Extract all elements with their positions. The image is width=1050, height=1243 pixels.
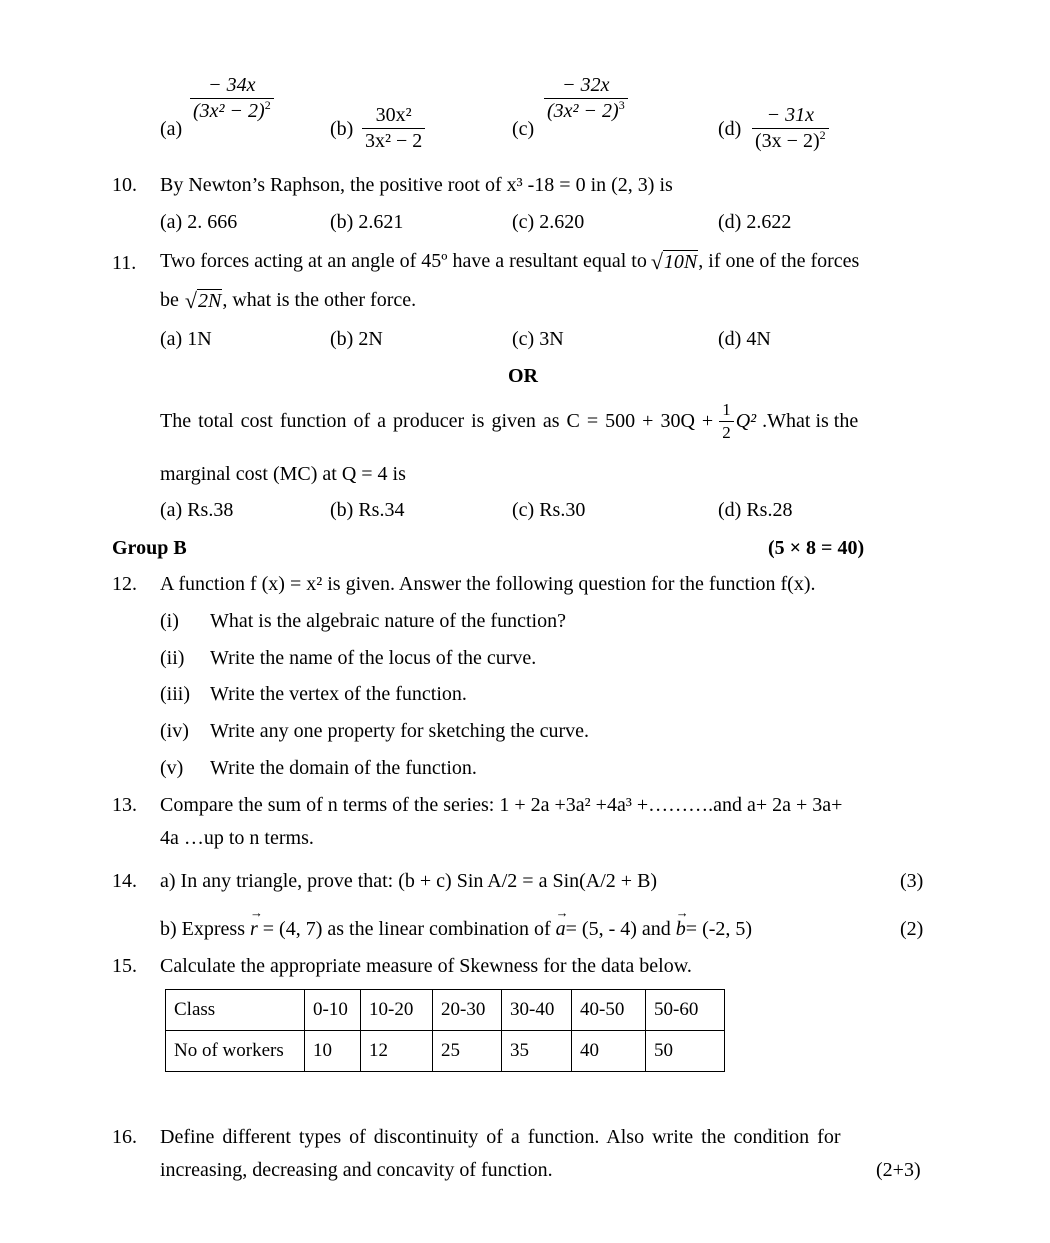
- q16-line2: increasing, decreasing and concavity of function.: [160, 1159, 553, 1181]
- q9-option-d: [752, 104, 829, 153]
- sqrt-sign-icon: √: [184, 288, 197, 313]
- table-cell: 25: [433, 1031, 502, 1072]
- q11-alt-frac-num: 1: [722, 400, 731, 419]
- q9-option-b-label: (b): [330, 118, 354, 140]
- q11-alt-line1: [160, 400, 858, 443]
- group-b-marks: (5 × 8 = 40): [768, 537, 865, 559]
- q12-part-text: Write any one property for sketching the curve.: [210, 720, 590, 742]
- q10-option-c: (c) 2.620: [512, 211, 585, 233]
- q11-sqrt1-value: [663, 250, 698, 273]
- q11-option-c: (c) 3N: [512, 328, 564, 350]
- q14-part-a-marks: (3): [900, 870, 924, 892]
- table-cell: 0-10: [305, 990, 361, 1031]
- q11-line2-before: be: [160, 289, 179, 311]
- q12-part-text: Write the domain of the function.: [210, 757, 477, 779]
- q9-option-d-numerator: − 31x: [766, 104, 814, 126]
- q11-sqrt2-value: [197, 289, 222, 312]
- q9-option-b-denominator: 3x² − 2: [362, 128, 425, 153]
- q10-text: By Newton’s Raphson, the positive root of x³ -18 = 0 in (2, 3) is: [160, 174, 673, 196]
- q11-sqrt2-text: 2N: [197, 290, 222, 312]
- q9-option-a-denominator: [190, 98, 274, 123]
- table-row: [166, 990, 725, 1031]
- q11-alt-q-squared: Q²: [735, 410, 757, 432]
- q14-b-mid1: = (4, 7) as the linear combination of: [262, 918, 551, 940]
- q13-line1: Compare the sum of n terms of the series: 1 + 2a +3a² +4a³ +……….and a+ 2a + 3a+: [160, 794, 843, 816]
- q11-sqrt2: [185, 289, 222, 312]
- vector-a: → a: [556, 918, 566, 941]
- q11-text-before: Two forces acting at an angle of 45º have a resultant equal to: [160, 250, 647, 272]
- q10-option-d: (d) 2.622: [718, 211, 792, 233]
- table-cell: Class: [166, 990, 305, 1031]
- q11-alt-option-a: (a) Rs.38: [160, 499, 234, 521]
- q14-part-b-marks: (2): [900, 918, 924, 940]
- skewness-data-table: [165, 989, 725, 1072]
- q12-number: 12.: [112, 573, 137, 595]
- q11-sqrt1: [651, 250, 698, 273]
- q9-option-b-fraction: [362, 104, 425, 153]
- q9-option-c-numerator: − 32x: [562, 74, 610, 96]
- table-cell: 50: [646, 1031, 725, 1072]
- q9-option-c-label: (c): [512, 118, 535, 140]
- q15-number: 15.: [112, 955, 137, 977]
- q11-option-b: (b) 2N: [330, 328, 383, 350]
- q12-part-label: (i): [160, 610, 179, 632]
- q9-option-a-numerator: − 34x: [208, 74, 256, 96]
- q12-text: A function f (x) = x² is given. Answer the following question for the function f(x).: [160, 573, 816, 595]
- q12-part-label: (v): [160, 757, 184, 779]
- vector-r: → r: [250, 918, 258, 941]
- q14-b-before: b) Express: [160, 918, 245, 940]
- q12-part-text: Write the vertex of the function.: [210, 683, 467, 705]
- q9-option-a-fraction: [190, 74, 274, 123]
- q9-option-d-label: (d): [718, 118, 742, 140]
- q9-option-c-denominator-exp: 3: [618, 98, 625, 112]
- q12-part-text: What is the algebraic nature of the function?: [210, 610, 566, 632]
- q14-b-end: = (-2, 5): [685, 918, 753, 940]
- q11-alt-text-before: The total cost function of a producer is given as C = 500 + 30Q +: [160, 410, 714, 432]
- table-cell: 12: [361, 1031, 433, 1072]
- table-row: [166, 1031, 725, 1072]
- q12-part-label: (iv): [160, 720, 189, 742]
- q14-part-a: a) In any triangle, prove that: (b + c) Sin A/2 = a Sin(A/2 + B): [160, 870, 658, 892]
- table-cell: 35: [502, 1031, 572, 1072]
- q9-option-b-numerator: 30x²: [375, 104, 412, 126]
- q9-option-a: [190, 74, 274, 123]
- q12-part-label: (ii): [160, 647, 185, 669]
- q11-alt-option-d: (d) Rs.28: [718, 499, 793, 521]
- q11-alt-fraction: [719, 400, 734, 443]
- q9-option-d-denominator: [752, 128, 829, 153]
- table-cell: No of workers: [166, 1031, 305, 1072]
- table-cell: 50-60: [646, 990, 725, 1031]
- q11-line2: [160, 289, 416, 312]
- q9-option-d-fraction: [752, 104, 829, 153]
- q9-option-a-denominator-base: (3x² − 2): [193, 100, 265, 122]
- or-separator: OR: [508, 365, 538, 387]
- q11-alt-option-c: (c) Rs.30: [512, 499, 586, 521]
- table-cell: 40-50: [572, 990, 646, 1031]
- q11-sqrt1-text: 10N: [663, 251, 698, 273]
- q9-option-d-denominator-base: (3x − 2): [755, 130, 820, 152]
- q10-option-a: (a) 2. 666: [160, 211, 238, 233]
- skewness-table: [165, 989, 725, 1072]
- vector-b: → b: [676, 918, 686, 941]
- q11-option-a: (a) 1N: [160, 328, 212, 350]
- group-b-title: Group B: [112, 537, 187, 559]
- sqrt-sign-icon: √: [650, 249, 663, 274]
- q9-option-b: [362, 104, 425, 153]
- q10-option-b: (b) 2.621: [330, 211, 404, 233]
- q11-alt-line2: marginal cost (MC) at Q = 4 is: [160, 463, 406, 485]
- q11-line1: [160, 250, 859, 273]
- q16-number: 16.: [112, 1126, 137, 1148]
- table-cell: 10: [305, 1031, 361, 1072]
- q9-option-c-fraction: [544, 74, 628, 123]
- table-cell: 10-20: [361, 990, 433, 1031]
- q15-text: Calculate the appropriate measure of Skewness for the data below.: [160, 955, 692, 977]
- table-cell: 20-30: [433, 990, 502, 1031]
- q9-option-d-denominator-exp: 2: [819, 128, 826, 142]
- q9-option-c-denominator-base: (3x² − 2): [547, 100, 619, 122]
- q14-part-b: [160, 918, 752, 941]
- q9-option-a-denominator-exp: 2: [264, 98, 271, 112]
- q9-option-c-denominator: [544, 98, 628, 123]
- q11-number: 11.: [112, 252, 137, 274]
- q14-number: 14.: [112, 870, 137, 892]
- table-cell: 30-40: [502, 990, 572, 1031]
- q16-line1: Define different types of discontinuity of a function. Also write the condition for: [160, 1126, 841, 1148]
- q14-b-mid2: = (5, - 4) and: [565, 918, 671, 940]
- q11-alt-frac-den: 2: [719, 421, 734, 443]
- q11-option-d: (d) 4N: [718, 328, 771, 350]
- q13-number: 13.: [112, 794, 137, 816]
- q12-part-text: Write the name of the locus of the curve.: [210, 647, 537, 669]
- q9-option-a-label: (a): [160, 118, 183, 140]
- q11-alt-option-b: (b) Rs.34: [330, 499, 405, 521]
- q11-text-after: , if one of the forces: [698, 250, 860, 272]
- q16-marks: (2+3): [876, 1159, 921, 1181]
- q11-line2-after: , what is the other force.: [222, 289, 417, 311]
- q13-line2: 4a …up to n terms.: [160, 827, 314, 849]
- q11-alt-text-after: .What is the: [762, 410, 859, 432]
- q9-option-c: [544, 74, 628, 123]
- q12-part-label: (iii): [160, 683, 190, 705]
- q10-number: 10.: [112, 174, 137, 196]
- table-cell: 40: [572, 1031, 646, 1072]
